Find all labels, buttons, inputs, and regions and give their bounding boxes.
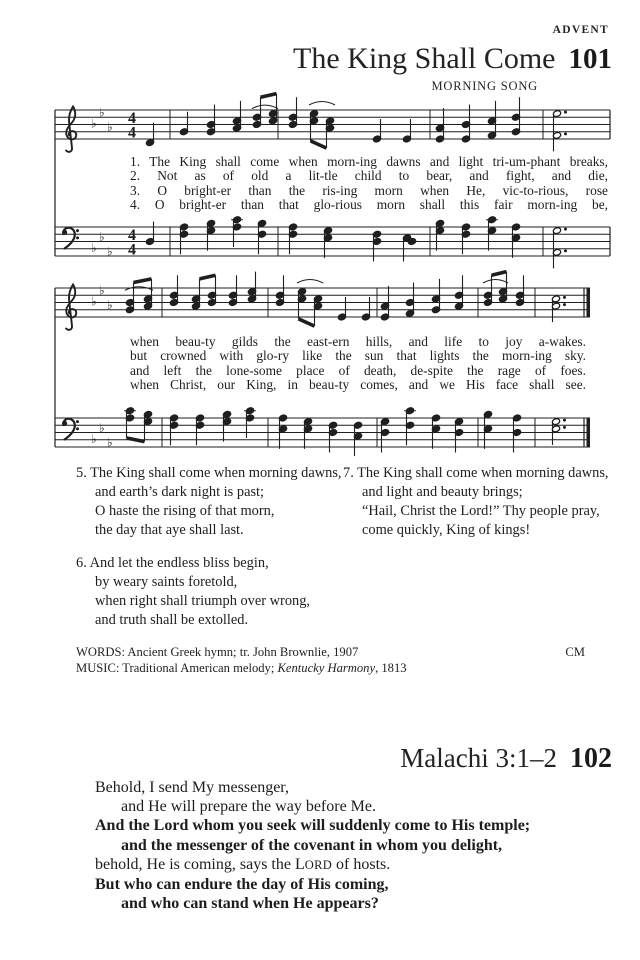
note-head [207, 220, 216, 228]
note-head [276, 291, 285, 299]
note-head [126, 299, 135, 307]
credits [76, 645, 585, 676]
augmentation-dot [563, 303, 566, 306]
lyric-line: when beau-ty gilds the east-ern hills, and life to joy a-wakes. [130, 334, 586, 349]
note-head [499, 295, 508, 303]
note-head [512, 234, 521, 242]
note-head [170, 299, 179, 307]
note-head [170, 421, 179, 429]
flat-sign: ♭ [91, 294, 97, 309]
scripture-body [95, 778, 615, 913]
credits-music-line [76, 661, 585, 677]
verse-line: O haste the rising of that morn, [95, 503, 275, 519]
verse-number: 5. [76, 465, 87, 481]
note-head [170, 414, 179, 422]
note-head [258, 230, 267, 238]
note-head [196, 421, 205, 429]
flat-sign: ♭ [107, 298, 113, 313]
bass-clef [63, 419, 74, 440]
note-head [233, 117, 242, 125]
treble-staff-system-1 [55, 94, 610, 152]
note-head [246, 407, 255, 415]
scripture-text: behold, He is coming, says the L [95, 855, 305, 873]
note-head [279, 414, 288, 422]
treble-clef [66, 107, 76, 152]
note-head [304, 425, 313, 433]
lyrics-system-2 [130, 335, 586, 392]
verse-5 [76, 464, 344, 540]
eighth-beam [492, 272, 507, 276]
note-head [329, 429, 338, 437]
augmentation-dot [564, 132, 567, 135]
eighth-beam [200, 275, 216, 279]
verse-line: and light and beauty brings; [362, 484, 523, 500]
verse-line: by weary saints foretold, [95, 574, 238, 590]
note-head [298, 295, 307, 303]
lyric-line: but crowned with glo-ry like the sun that lights the morn-ing sky. [130, 348, 586, 364]
note-head [455, 429, 464, 437]
note-head [223, 418, 232, 426]
augmentation-dot [564, 249, 567, 252]
time-signature-4: 4 [128, 124, 136, 142]
tie-slur [252, 105, 278, 109]
note-head [144, 411, 153, 419]
note-head [381, 429, 390, 437]
lyric-line: 4. O bright-er than that glo-rious morn shall this fair morn-ing be, [130, 196, 608, 212]
eighth-beam [299, 319, 315, 326]
note-head [276, 299, 285, 307]
flat-sign: ♭ [91, 240, 97, 255]
verse-text: The King shall come when morning dawns, [90, 465, 342, 481]
scripture-line: And the Lord whom you seek will suddenly come to His temple; [95, 817, 531, 835]
lyric-line: 1. The King shall come when morn-ing dawns and light tri-um-phant breaks, [130, 154, 608, 169]
note-head [229, 299, 238, 307]
note-head [406, 421, 415, 429]
note-head [207, 128, 216, 136]
note-head [233, 124, 242, 132]
note-head [436, 124, 445, 132]
note-head [279, 425, 288, 433]
note-head [144, 418, 153, 426]
flat-sign: ♭ [91, 116, 97, 131]
note-head [488, 227, 497, 235]
scripture-line: Behold, I send My messenger, [95, 779, 289, 796]
note-head [269, 117, 278, 125]
augmentation-dot [563, 296, 566, 299]
note-head [436, 220, 445, 228]
bass-clef-dot [76, 236, 79, 239]
note-head [432, 425, 441, 433]
note-head [436, 227, 445, 235]
note-head [269, 110, 278, 118]
note-head [553, 132, 562, 140]
flat-sign: ♭ [99, 105, 105, 120]
note-head [192, 295, 201, 303]
note-head [324, 227, 333, 235]
verse-line: come quickly, King of kings! [362, 522, 531, 538]
scripture-reference: Malachi 3:1–2 [400, 743, 557, 773]
flat-sign: ♭ [107, 435, 113, 450]
eighth-beam [134, 279, 152, 283]
final-barline-thick [587, 288, 591, 317]
note-head [207, 121, 216, 129]
verses-column-left [76, 464, 344, 630]
note-head [552, 295, 561, 303]
flat-sign: ♭ [99, 229, 105, 244]
scripture-line [95, 855, 615, 875]
note-head [146, 238, 155, 246]
note-head [246, 414, 255, 422]
note-head [362, 313, 371, 321]
verse-line [76, 464, 344, 483]
note-head [484, 411, 493, 419]
note-head [354, 421, 363, 429]
note-head [513, 414, 522, 422]
note-head [406, 310, 415, 318]
note-head [170, 291, 179, 299]
scripture-line: and who can stand when He appears? [121, 895, 379, 913]
eighth-beam [261, 94, 277, 98]
bass-staff-system-1 [55, 216, 610, 268]
augmentation-dot [563, 419, 566, 422]
note-head [208, 291, 217, 299]
flat-sign: ♭ [107, 120, 113, 135]
note-head [373, 135, 382, 143]
note-head [512, 128, 521, 136]
scripture-line: But who can endure the day of His coming, [95, 876, 389, 894]
note-head [289, 113, 298, 121]
flat-sign: ♭ [99, 420, 105, 435]
note-head [406, 299, 415, 307]
eighth-beam [127, 438, 145, 442]
note-head [304, 418, 313, 426]
verse-number: 7. [343, 465, 354, 481]
scripture-text: of hosts. [332, 855, 391, 873]
music-credit-year: , 1813 [375, 660, 407, 675]
note-head [233, 223, 242, 231]
tie-slur [125, 287, 153, 291]
note-head [192, 302, 201, 310]
note-head [512, 113, 521, 121]
lyric-line: and left the lone-some place of death, de-spite the rage of foes. [130, 362, 586, 378]
verse-line [76, 554, 344, 573]
note-head [144, 302, 153, 310]
verse-6 [76, 554, 344, 630]
note-head [484, 299, 493, 307]
lyric-line: when Christ, our King, in beau-ty comes, and we His face shall see. [130, 376, 586, 392]
note-head [432, 306, 441, 314]
note-head [248, 295, 257, 303]
flat-sign: ♭ [107, 244, 113, 259]
music-source: Kentucky Harmony [277, 660, 376, 675]
hymn-title-row [0, 42, 612, 76]
verse-line: and earth’s dark night is past; [95, 484, 265, 500]
verses-column-right [343, 464, 611, 540]
note-head [455, 418, 464, 426]
note-head [499, 288, 508, 296]
final-barline-thick [587, 418, 591, 447]
note-head [553, 227, 562, 235]
verse-text: The King shall come when morning dawns, [357, 465, 609, 481]
note-head [180, 230, 189, 238]
note-head [462, 230, 471, 238]
time-signature-4: 4 [128, 226, 136, 244]
note-head [432, 414, 441, 422]
credits-words-line [76, 645, 585, 661]
note-head [354, 432, 363, 440]
note-head [258, 220, 267, 228]
hymn-number: 101 [568, 43, 612, 75]
verse-line [343, 464, 611, 483]
eighth-beam [311, 141, 327, 148]
time-signature-4: 4 [128, 109, 136, 127]
note-head [324, 234, 333, 242]
note-head [484, 425, 493, 433]
meter-label: CM [565, 645, 585, 659]
note-head [223, 411, 232, 419]
note-head [338, 313, 347, 321]
augmentation-dot [564, 111, 567, 114]
note-head [253, 121, 262, 129]
note-head [403, 234, 412, 242]
note-head [484, 291, 493, 299]
note-head [310, 117, 319, 125]
note-head [326, 117, 335, 125]
treble-clef [66, 285, 76, 330]
note-head [180, 128, 189, 136]
note-head [552, 425, 561, 433]
note-head [126, 306, 135, 314]
note-head [455, 302, 464, 310]
category-label: ADVENT [552, 24, 609, 36]
note-head [403, 135, 412, 143]
verse-line: the day that aye shall last. [95, 522, 244, 538]
flat-sign: ♭ [91, 431, 97, 446]
lyric-line: 3. O bright-er than the ris-ing morn when He, vic-to-rious, rose [130, 182, 608, 198]
note-head [552, 302, 561, 310]
lyric-line: 2. Not as of old a lit-tle child to bear, and fight, and die, [130, 168, 608, 184]
bass-clef [63, 228, 74, 249]
note-head [253, 113, 262, 121]
bass-clef-head [62, 421, 67, 426]
note-head [553, 110, 562, 118]
note-head [381, 302, 390, 310]
augmentation-dot [564, 228, 567, 231]
verse-line: and truth shall be extolled. [95, 612, 249, 628]
note-head [207, 227, 216, 235]
treble-staff-system-2 [55, 272, 590, 330]
tie-slur [297, 280, 323, 284]
verse-line: when right shall triumph over wrong, [95, 593, 311, 609]
note-head [289, 223, 298, 231]
note-head [126, 414, 135, 422]
note-head [462, 223, 471, 231]
verse-number: 6. [76, 555, 87, 571]
note-head [373, 238, 382, 246]
note-head [373, 230, 382, 238]
augmentation-dot [563, 426, 566, 429]
note-head [462, 121, 471, 129]
note-head [208, 299, 217, 307]
note-head [553, 249, 562, 257]
time-signature-4: 4 [128, 241, 136, 259]
note-head [326, 124, 335, 132]
note-head [180, 223, 189, 231]
tie-slur [309, 102, 335, 106]
bass-clef-dot [76, 427, 79, 430]
bass-staff-system-2 [55, 407, 590, 456]
note-head [196, 414, 205, 422]
bass-clef-dot [76, 420, 79, 423]
lyrics-system-1 [130, 155, 608, 212]
note-head [229, 291, 238, 299]
note-head [462, 135, 471, 143]
verse-line: “Hail, Christ the Lord!” Thy people pray, [362, 503, 600, 519]
words-credit: WORDS: Ancient Greek hymn; tr. John Brownlie, 1907 [76, 645, 359, 659]
flat-sign: ♭ [99, 283, 105, 298]
lord-smallcaps: ORD [304, 857, 333, 872]
note-head [455, 291, 464, 299]
note-head [126, 407, 135, 415]
note-head [516, 291, 525, 299]
scripture-line: and the messenger of the covenant in whom you delight, [121, 836, 503, 854]
note-head [146, 139, 155, 147]
bass-clef-dot [76, 229, 79, 232]
note-head [512, 223, 521, 231]
music-credit: MUSIC: Traditional American melody; [76, 660, 278, 675]
verse-text: And let the endless bliss begin, [89, 555, 269, 571]
note-head [298, 288, 307, 296]
note-head [248, 288, 257, 296]
note-head [289, 230, 298, 238]
note-head [552, 418, 561, 426]
tune-name: MORNING SONG [431, 79, 538, 93]
note-head [432, 295, 441, 303]
tie-slur [483, 280, 508, 284]
note-head [406, 407, 415, 415]
note-head [436, 135, 445, 143]
bass-clef-head [62, 230, 67, 235]
verse-7 [343, 464, 611, 540]
note-head [314, 302, 323, 310]
hymn-title: The King Shall Come [293, 42, 556, 75]
note-head [144, 295, 153, 303]
scripture-number: 102 [570, 743, 612, 774]
note-head [233, 216, 242, 224]
note-head [314, 295, 323, 303]
note-head [488, 216, 497, 224]
note-head [329, 421, 338, 429]
note-head [381, 418, 390, 426]
scripture-line: and He will prepare the way before Me. [121, 798, 376, 816]
note-head [513, 429, 522, 437]
note-head [310, 110, 319, 118]
note-head [408, 238, 417, 246]
scripture-heading-row [0, 743, 612, 775]
note-head [289, 121, 298, 129]
note-head [516, 299, 525, 307]
note-head [488, 117, 497, 125]
note-head [488, 132, 497, 140]
note-head [381, 313, 390, 321]
